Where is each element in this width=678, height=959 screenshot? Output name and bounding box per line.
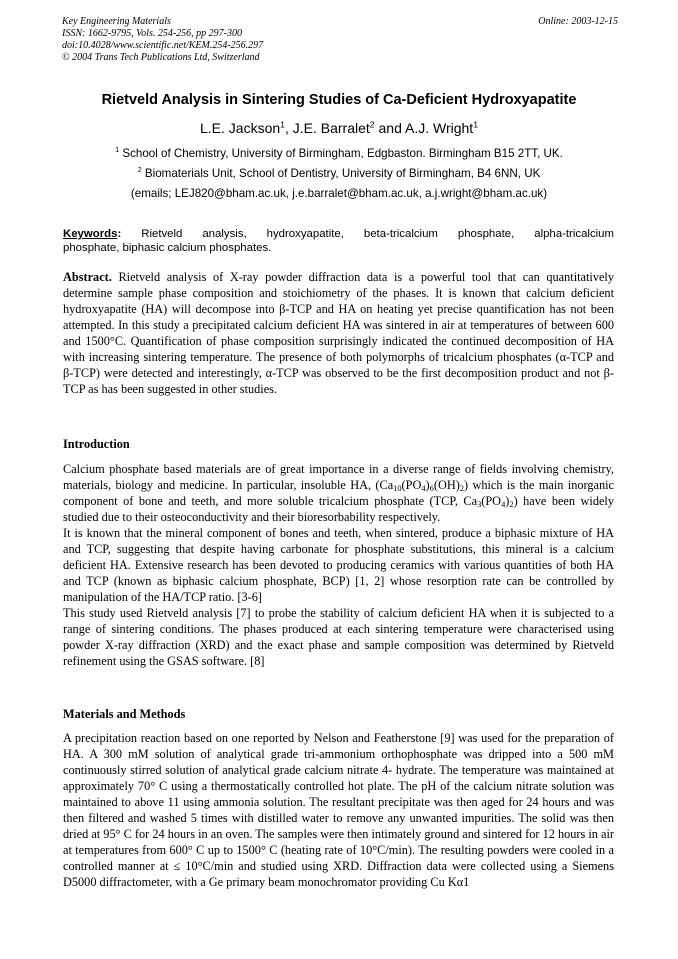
author-name: J.E. Barralet (292, 120, 370, 136)
keywords-label: Keywords (63, 228, 118, 240)
keywords-block (63, 227, 614, 255)
introduction-paragraph-1: Calcium phosphate based materials are of great importance in a diverse range of fields involving chemistry, materials, biology and medicine. In particular, insoluble HA, $(Ca_{10}(PO_4)_6(OH)_2)$ which is the main inorganic component of bone and teeth, and more soluble tricalcium phosphate (TCP, $Ca_3(PO_4)_2$) have been widely studied due to their osteoconductivity and their bioresorbability respectively. (63, 462, 614, 524)
journal-header (62, 16, 618, 64)
affiliation-mark: 1 (115, 145, 120, 155)
keywords-line-2: phosphate, biphasic calcium phosphates. (63, 242, 272, 254)
author-conjunction: and (374, 120, 405, 136)
author-list (40, 120, 638, 136)
keywords-colon: : (117, 228, 122, 240)
online-date: Online: 2003-12-15 (538, 16, 618, 27)
methods-paragraph-1: A precipitation reaction based on one reported by Nelson and Featherstone [9] was used for the preparation of HA. A 300 mM solution of analytical grade tri-ammonium orthophosphate was dripped into a 500 mM continuously stirred solution of analytical grade calcium nitrate 4- hydrate. The temperature was maintained at approximately 70° C using a thermostatically controlled hot plate. The pH of the calcium nitrate solution was maintained to above 11 using ammonia solution. The resultant precipitate was then aged for 24 hours and was then filtered and washed 5 times with distilled water to remove any unwanted impurities. The solid was then dried at 95° C for 24 hours in an oven. The samples were then intimately ground and sintered for 12 hours in air at temperatures from 600° C up to 1500° C (heating rate of 10°C/min). The resulting powders were cooled in a controlled manner at ≤ 10°C/min and studied using XRD. Diffraction data were collected using a Siemens D5000 diffractometer, with a Ge primary beam monochromator providing Cu Kα1 (63, 731, 614, 889)
abstract-text: Rietveld analysis of X-ray powder diffraction data is a powerful tool that can quantitatively determine sample phase composition and stoichiometry of the phases. It is known that calcium deficient hydroxyapatite (HA) will decompose into β-TCP and HA on heating yet precise quantification has not been attempted. In this study a precipitated calcium deficient HA was sintered in air at temperatures of between 600 and 1500°C. Quantification of phase composition surprisingly indicated the continued decomposition of HA with increasing sintering temperature. The presence of both polymorphs of tricalcium phosphates (α-TCP and β-TCP) were detected and interestingly, α-TCP was observed to be the first decomposition product and not β-TCP as has been suggested in other studies. (63, 270, 614, 396)
author-affiliation-mark: 2 (369, 119, 375, 130)
journal-name: Key Engineering Materials (62, 16, 171, 27)
issn-line: ISSN: 1662-9795, Vols. 254-256, pp 297-300 (62, 28, 242, 39)
affiliation-text: Biomaterials Unit, School of Dentistry, University of Birmingham, B4 6NN, UK (141, 167, 541, 180)
methods-heading: Materials and Methods (63, 707, 186, 721)
author-name: L.E. Jackson (199, 120, 281, 136)
affiliation-text: School of Chemistry, University of Birmingham, Edgbaston. Birmingham B15 2TT, UK. (119, 147, 563, 160)
author-emails: (emails; LEJ820@bham.ac.uk, j.e.barralet@bham.ac.uk, a.j.wright@bham.ac.uk) (130, 187, 548, 200)
author-affiliation-mark: 1 (473, 119, 479, 130)
author-separator: , (284, 120, 293, 136)
introduction-paragraph-2: It is known that the mineral component of bones and teeth, when sintered, produce a biphasic mixture of HA and TCP, suggesting that despite having carbonate for phosphate substitutions, this mineral is a calcium deficient HA. Extensive research has been devoted to producing ceramics with various quantities of both HA and TCP (known as biphasic calcium phosphate, BCP) [1, 2] whose resorption rate can be controlled by manipulation of the HA/TCP ratio. [3-6] (63, 526, 614, 604)
methods-body (63, 730, 614, 890)
keywords-text-1: Rietveld analysis, hydroxyapatite, beta-tricalcium phosphate, alpha-tricalcium (121, 228, 614, 240)
affiliation-1 (40, 147, 638, 160)
author-affiliation-mark: 1 (280, 119, 285, 130)
affiliation-mark: 2 (137, 165, 142, 175)
abstract-label: Abstract. (63, 270, 112, 284)
introduction-heading: Introduction (63, 437, 130, 451)
doi-line: doi:10.4028/www.scientific.net/KEM.254-256.297 (62, 40, 264, 51)
affiliation-2 (40, 167, 638, 180)
abstract (63, 269, 614, 397)
copyright-line: © 2004 Trans Tech Publications Ltd, Switzerland (62, 52, 260, 63)
author-name: A.J. Wright (404, 120, 474, 136)
introduction-paragraph-3: This study used Rietveld analysis [7] to probe the stability of calcium deficient HA when it is subjected to a range of sintering conditions. The phases produced at each sintering temperature were characterised using powder X-ray diffraction (XRD) and the exact phase and sample composition was determined by Rietveld refinement using the GSAS software. [8] (63, 606, 614, 668)
introduction-body (63, 461, 614, 669)
paper-title: Rietveld Analysis in Sintering Studies of Ca-Deficient Hydroxyapatite (101, 92, 577, 108)
keywords-line-1 (63, 227, 614, 241)
